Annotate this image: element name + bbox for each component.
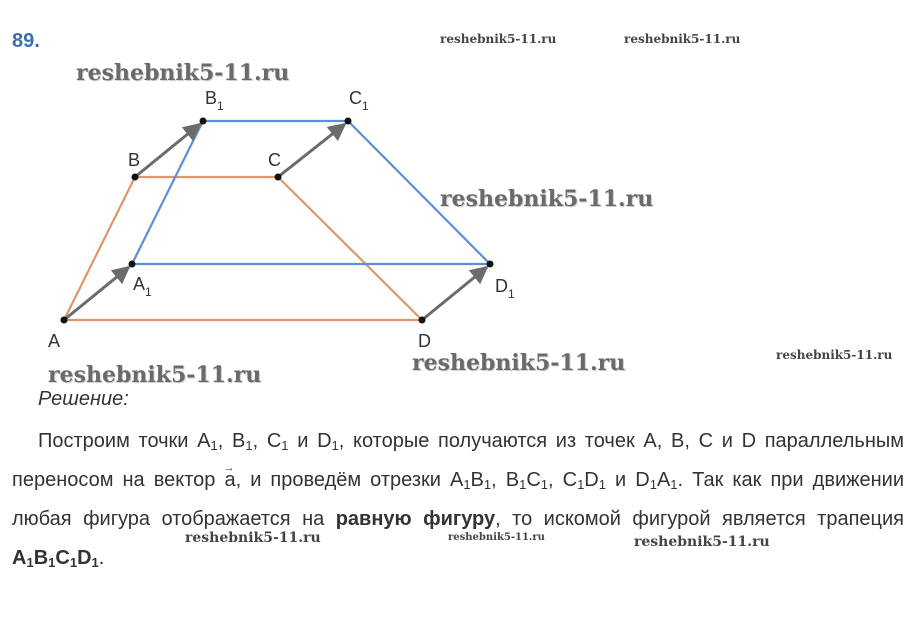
label-c1: $C_1$ — [349, 88, 369, 113]
point-d1 — [487, 261, 494, 268]
solution-heading: Решение: — [38, 388, 129, 410]
watermark: reshebnik5-11.ru — [412, 350, 626, 376]
watermark: reshebnik5-11.ru — [440, 32, 557, 46]
label-d1: $D_1$ — [495, 276, 515, 301]
solution-text: Построим точки $A_1$, $B_1$, $C_1$ и $D_1$, которые получаются из точек A, B, C и D параллельным переносом на вектор → a, и проведём отрезки $A_1B_1$, $B_1C_1$, $C_1D_1$ и $D_1A_1$. Так как при движении любая фигура отображается на равную фигуру, то искомой фигурой является трапеция $A_1B_1C_1D_1$. — [12, 422, 904, 578]
original-trapezoid — [64, 177, 422, 320]
bold-equal-figure: равную фигуру — [335, 508, 496, 530]
label-c: C — [268, 150, 281, 170]
label-a1: $A_1$ — [133, 274, 152, 299]
point-c1 — [345, 118, 352, 125]
problem-number: 89. — [12, 30, 40, 52]
label-b1: $B_1$ — [205, 88, 224, 113]
watermark: reshebnik5-11.ru — [624, 32, 741, 46]
label-a: A — [48, 331, 61, 351]
point-a1 — [129, 261, 136, 268]
watermark: reshebnik5-11.ru — [776, 348, 893, 362]
image-trapezoid — [132, 121, 490, 264]
label-d: D — [418, 331, 431, 351]
bold-trapezoid-name: $A_1B_1C_1D_1$ — [12, 547, 99, 570]
point-b1 — [200, 118, 207, 125]
watermark: reshebnik5-11.ru — [448, 532, 545, 543]
watermark: reshebnik5-11.ru — [634, 534, 770, 550]
point-a — [61, 317, 68, 324]
watermark: reshebnik5-11.ru — [185, 530, 321, 546]
watermark: reshebnik5-11.ru — [440, 186, 654, 212]
point-b — [132, 174, 139, 181]
point-d — [419, 317, 426, 324]
label-b: B — [128, 150, 141, 170]
watermark: reshebnik5-11.ru — [48, 362, 262, 388]
vector-a: → a — [224, 461, 235, 500]
point-c — [275, 174, 282, 181]
points — [61, 118, 494, 324]
watermark: reshebnik5-11.ru — [76, 60, 290, 86]
